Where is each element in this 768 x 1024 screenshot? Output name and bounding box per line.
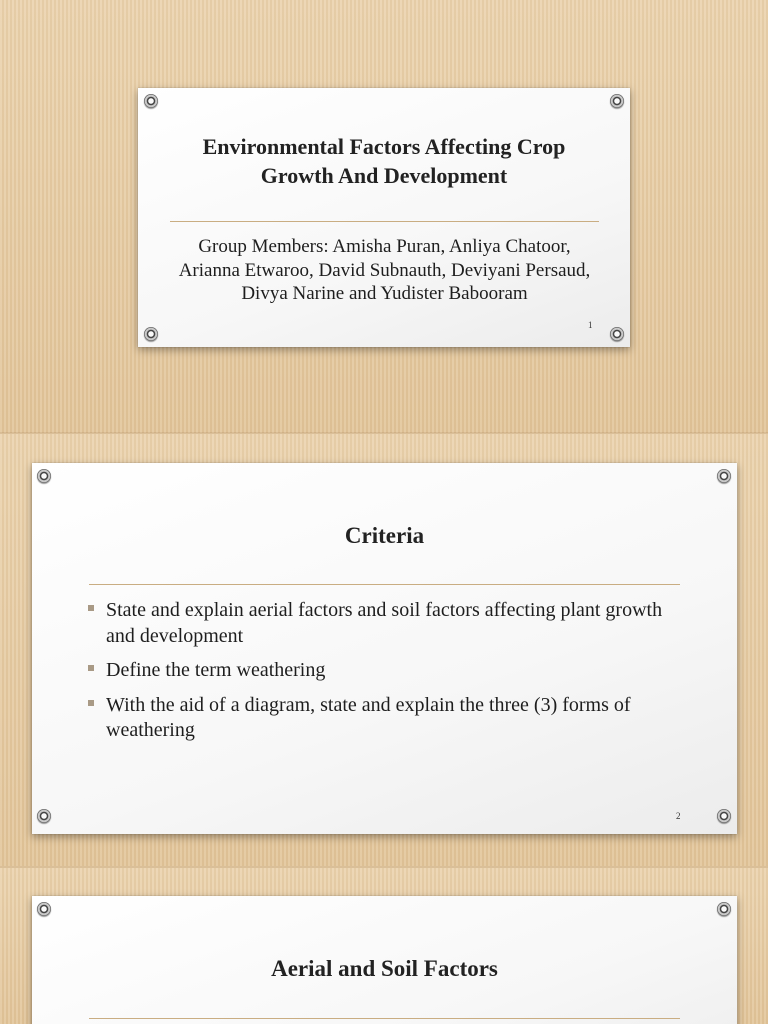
grommet-icon	[144, 327, 158, 341]
list-item	[88, 598, 678, 649]
slide-2-number: 2	[676, 811, 681, 821]
slide-3-title: Aerial and Soil Factors	[271, 956, 498, 981]
bullet-text: State and explain aerial factors and soil factors affecting plant growth and development	[106, 599, 663, 647]
list-item	[88, 658, 678, 684]
slide-2-card	[32, 463, 737, 834]
slide-1-title: Environmental Factors Affecting Crop Growth And Development	[202, 134, 566, 189]
slide-1-card	[138, 88, 630, 347]
slide-2-title: Criteria	[344, 523, 425, 548]
slide-2-divider	[89, 584, 680, 585]
slide-3-panel	[0, 868, 768, 1024]
list-item	[88, 693, 678, 744]
slide-1-number: 1	[588, 320, 593, 330]
slide-2-panel	[0, 434, 768, 866]
grommet-icon	[144, 94, 158, 108]
grommet-icon	[610, 94, 624, 108]
slide-1-panel	[0, 0, 768, 433]
bullet-square-icon	[88, 665, 94, 671]
slide-3-card	[32, 896, 737, 1024]
slide-1-divider	[170, 221, 599, 222]
grommet-icon	[717, 809, 731, 823]
bullet-text: With the aid of a diagram, state and explain the three (3) forms of weathering	[106, 693, 631, 742]
slide-2-bullet-list	[88, 598, 678, 753]
grommet-icon	[717, 902, 731, 916]
grommet-icon	[717, 469, 731, 483]
grommet-icon	[37, 902, 51, 916]
slide-3-divider	[89, 1018, 680, 1019]
slide-1-subtitle: Group Members: Amisha Puran, Anliya Chatoor, Arianna Etwaroo, David Subnauth, Deviyani Persaud, Divya Narine and Yudister Babooram	[178, 236, 591, 305]
bullet-text: Define the term weathering	[106, 659, 326, 682]
grommet-icon	[37, 469, 51, 483]
grommet-icon	[37, 809, 51, 823]
bullet-square-icon	[88, 605, 94, 611]
grommet-icon	[610, 327, 624, 341]
bullet-square-icon	[88, 700, 94, 706]
